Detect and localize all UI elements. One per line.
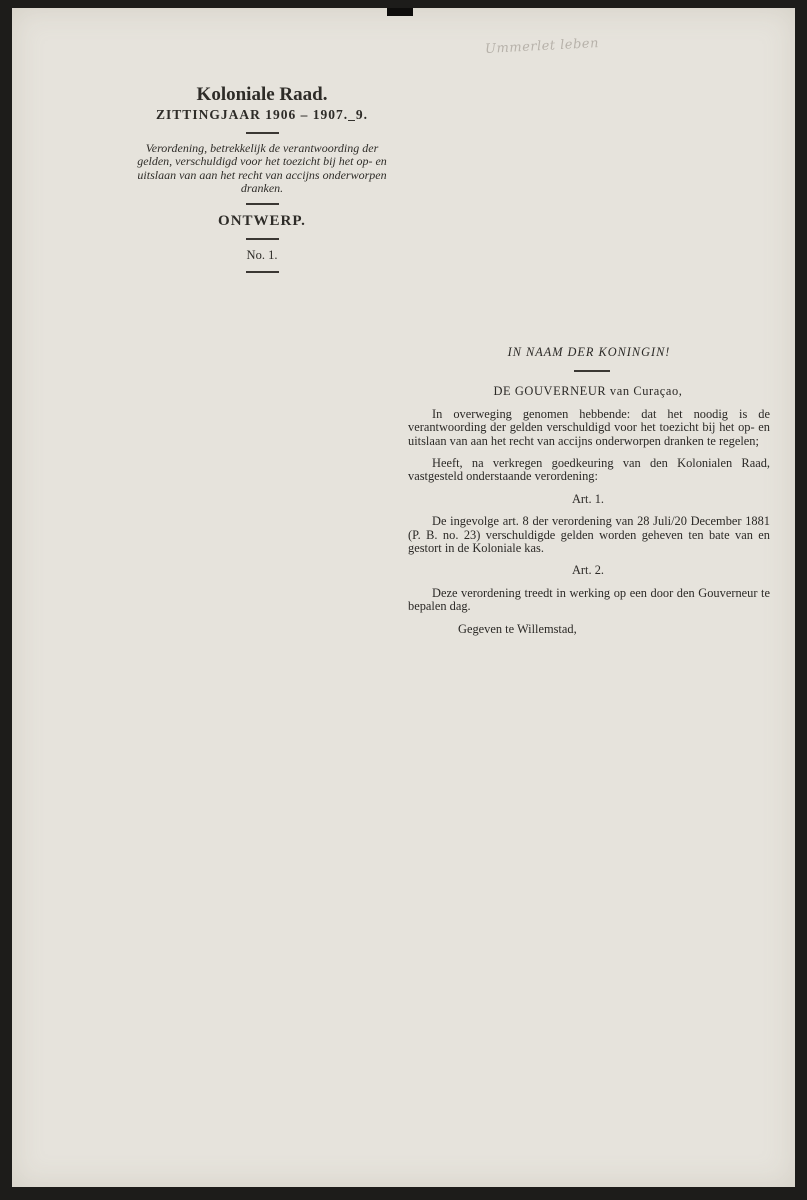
ordinance-description: Verordening, betrekkelijk de verantwoording der gelden, verschuldigd voor het toezicht bij het op- en uitslaan van aan het recht van accijns onderworpen dranken. — [137, 141, 387, 195]
divider — [246, 271, 279, 273]
document-number: No. 1. — [246, 248, 278, 263]
given-at-line: Gegeven te Willemstad, — [458, 621, 577, 636]
divider — [574, 370, 610, 372]
divider — [246, 132, 279, 134]
council-title: Koloniale Raad. — [196, 84, 328, 105]
document-page — [12, 8, 795, 1187]
article-1-heading: Art. 1. — [571, 491, 604, 506]
handwritten-note: Ummerlet leben — [484, 36, 600, 57]
governor-line: DE GOUVERNEUR van Curaçao, — [493, 384, 683, 399]
document-header — [122, 84, 402, 281]
draft-label: ONTWERP. — [218, 213, 306, 230]
divider — [246, 238, 279, 240]
session-year: ZITTINGJAAR 1906 – 1907._9. — [156, 107, 368, 122]
ordinance-body — [398, 346, 770, 636]
approval-paragraph: Heeft, na verkregen goedkeuring van den Kolonialen Raad, vastgesteld onderstaande verordening: — [408, 456, 770, 484]
divider — [246, 203, 279, 205]
considering-paragraph: In overweging genomen hebbende: dat het noodig is de verantwoording der gelden verschuldigd voor het toezicht bij het op- en uitslaan van aan het recht van accijns onderworpen dranken te regelen; — [408, 406, 770, 448]
page-tab-mark — [387, 8, 413, 16]
article-2-heading: Art. 2. — [571, 563, 604, 578]
article-1-text: De ingevolge art. 8 der verordening van 28 Juli/20 December 1881 (P. B. no. 23) verschuldigde gelden worden geheven ten bate van en gestort in de Koloniale kas. — [408, 514, 770, 556]
article-2-text: Deze verordening treedt in werking op een door den Gouverneur te bepalen dag. — [408, 585, 770, 614]
invocation: IN NAAM DER KONINGIN! — [507, 345, 671, 359]
